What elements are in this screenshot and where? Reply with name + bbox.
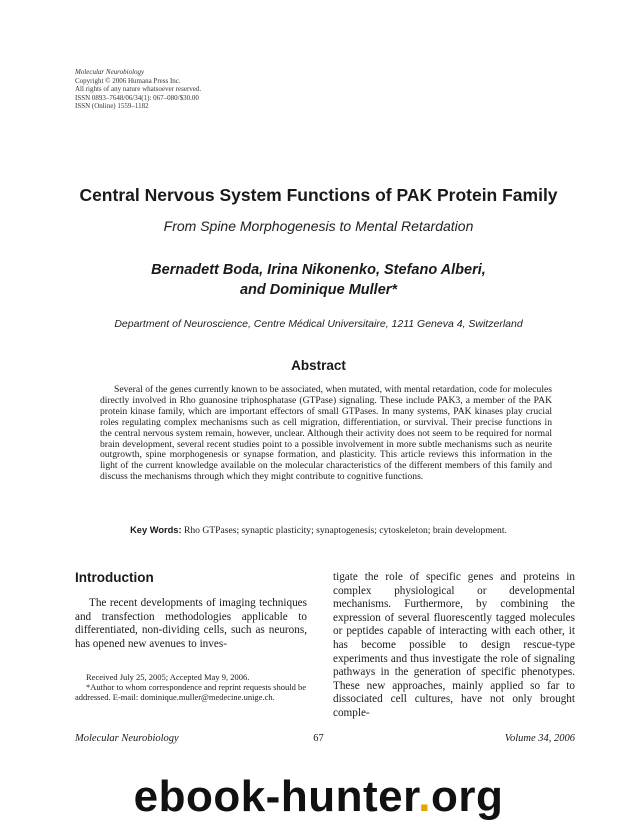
keywords — [0, 525, 637, 536]
keywords-label: Key Words: — [130, 525, 182, 535]
paper-title: Central Nervous System Functions of PAK Protein Family — [79, 185, 558, 205]
header-copyright: Copyright © 2006 Humana Press Inc. — [75, 76, 181, 85]
footnote-correspondence: *Author to whom correspondence and reprint requests should be addressed. E-mail: dominique.muller@medecine.unige.ch. — [75, 682, 306, 703]
watermark-dot: . — [418, 772, 432, 821]
header-rights: All rights of any nature whatsoever reserved. — [75, 85, 202, 94]
abstract-heading: Abstract — [291, 358, 346, 373]
authors-line-2: and Dominique Muller* — [239, 282, 398, 298]
header-issn: ISSN 0893–7648/06/34(1): 067–080/$30.00 — [75, 93, 199, 102]
header-issn-online: ISSN (Online) 1559–1182 — [75, 102, 149, 111]
affiliation: Department of Neuroscience, Centre Médical Universitaire, 1211 Geneva 4, Switzerland — [114, 318, 523, 330]
page-number: 67 — [313, 733, 324, 744]
abstract-text: Several of the genes currently known to be associated, when mutated, with mental retardation, code for molecules directly involved in Rho guanosine triphosphatase (GTPase) signaling. These include PAK3, a member of the PAK protein kinase family, which are important effectors of small GTPases. In many systems, PAK kinases play crucial roles regulating complex mechanisms such as cell migration, differentiation, or survival. Their precise functions in the central nervous system remain, however, unclear. Although their activity does not seem to be required for normal brain development, several recent studies point to a possible involvement in more subtle mechanisms such as neurite outgrowth, spine morphogenesis or synapse formation, and plasticity. This article reviews this information in the light of the current knowledge available on the molecular characteristics of the different members of this family and discuss the mechanisms through which they might contribute to cognitive functions. — [100, 384, 552, 483]
header-journal: Molecular Neurobiology — [75, 68, 145, 76]
introduction-left-column: The recent developments of imaging techniques and transfection methodologies applicable to differentiated, non-dividing cells, such as neurons, has opened new avenues to inves- — [75, 597, 307, 650]
paper-subtitle: From Spine Morphogenesis to Mental Retardation — [163, 218, 474, 234]
watermark-left: ebook-hunter — [133, 772, 419, 821]
author-list — [0, 260, 637, 300]
introduction-right-column: tigate the role of specific genes and proteins in complex physiological or developmental mechanisms. Furthermore, by combining the expression of several fluorescently tagged molecules or peptides capable of interacting with each other, it has become possible to design rescue-type experiments and thus investigate the role of signaling pathways in the generation of specific phenotypes. These new approaches, mainly applied so far to dissociated cell cultures, have not only brought comple- — [333, 571, 575, 719]
journal-header — [75, 68, 201, 111]
authors-line-1: Bernadett Boda, Irina Nikonenko, Stefano Alberi, — [151, 262, 486, 278]
footer-journal: Molecular Neurobiology — [75, 733, 179, 744]
introduction-heading: Introduction — [75, 570, 154, 585]
watermark-right: org — [431, 772, 504, 821]
footer-volume: Volume 34, 2006 — [504, 733, 575, 744]
watermark-logo — [0, 772, 637, 822]
footnote-received: Received July 25, 2005; Accepted May 9, 2006. — [86, 672, 250, 682]
footnote — [75, 672, 307, 703]
keywords-text: Rho GTPases; synaptic plasticity; synaptogenesis; cytoskeleton; brain development. — [183, 525, 507, 536]
